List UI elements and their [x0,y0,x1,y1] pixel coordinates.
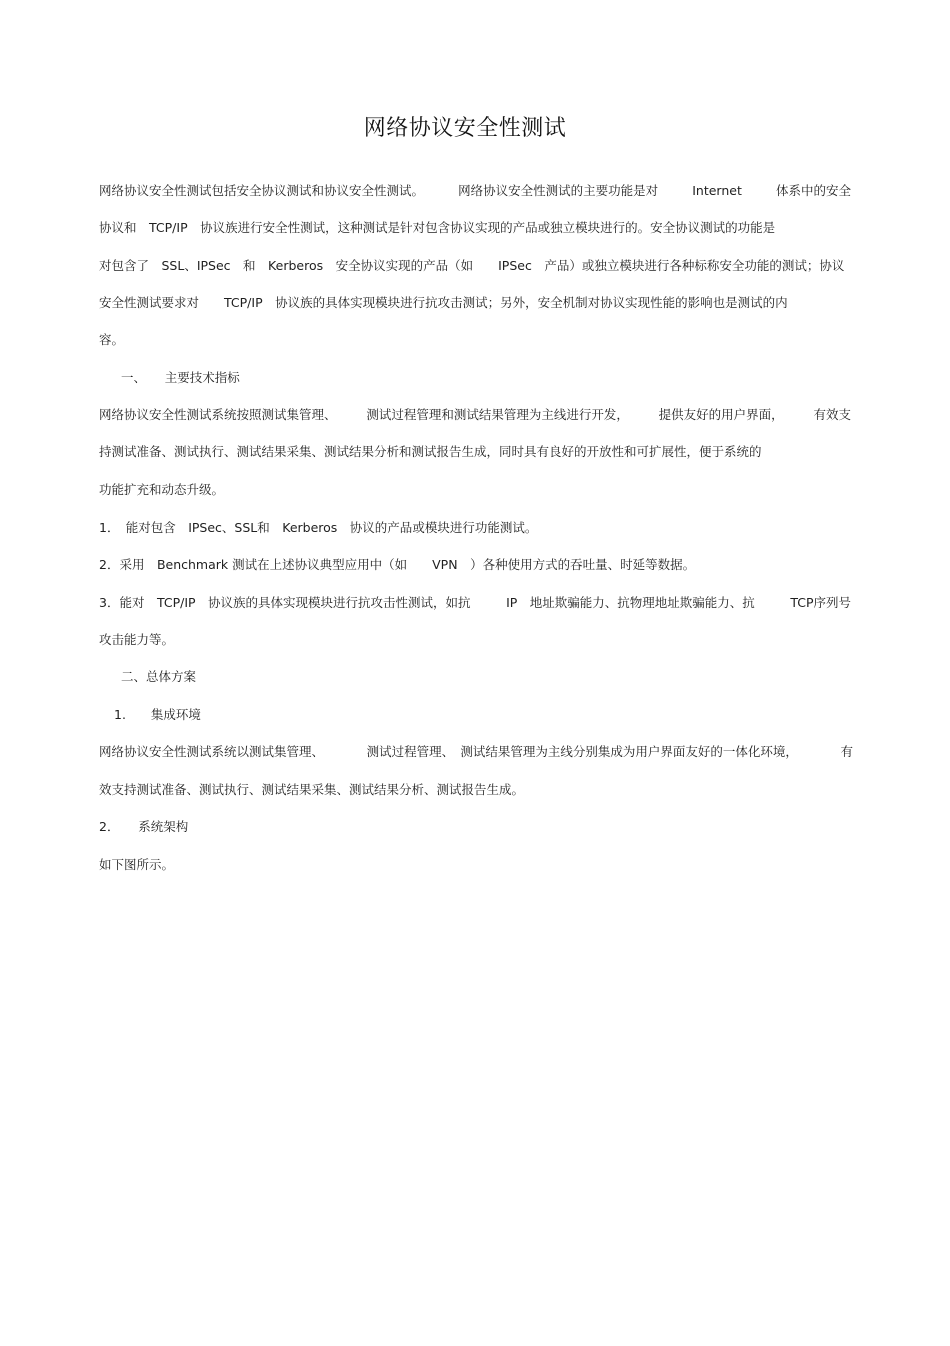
subsection-1-line-1-part-2: 测试过程管理、 测试结果管理为主线分别集成为用户界面友好的一体化环境， [366,744,798,759]
intro-line-1-part-3: Internet [692,183,742,198]
list-item-2: 2．采用 Benchmark 测试在上述协议典型应用中（如 VPN ）各种使用方式的吞吐量、时延等数据。 [99,557,696,572]
section-1-para-line-1-part-2: 测试过程管理和测试结果管理为主线进行开发， [366,407,629,422]
page-title: 网络协议安全性测试 [363,116,567,141]
section-1-heading: 一、 主要技术指标 [121,370,240,385]
section-2-heading: 二、总体方案 [121,669,197,684]
subsection-1-line-1 [99,743,853,761]
section-1-para-line-3: 功能扩充和动态升级。 [99,482,225,497]
intro-line-3: 对包含了 SSL、IPSec 和 Kerberos 安全协议实现的产品（如 IPSec 产品）或独立模块进行各种标称安全功能的测试；协议 [99,258,845,273]
list-item-3-part-1: 3．能对 TCP/IP 协议族的具体实现模块进行抗攻击性测试，如抗 [99,595,471,610]
subsection-1-heading: 1. 集成环境 [114,707,201,722]
list-item-1: 1． 能对包含 IPSec、SSL和 Kerberos 协议的产品或模块进行功能测试。 [99,520,538,535]
intro-line-1 [99,182,851,200]
intro-line-2: 协议和 TCP/IP 协议族进行安全性测试，这种测试是针对包含协议实现的产品或独立模块进行的。安全协议测试的功能是 [99,220,776,235]
intro-line-1-part-2: 网络协议安全性测试的主要功能是对 [458,183,659,198]
section-1-para-line-1-part-4: 有效支 [813,407,851,422]
section-1-para-line-1 [99,406,851,424]
intro-line-5: 容。 [99,332,125,347]
intro-line-4: 安全性测试要求对 TCP/IP 协议族的具体实现模块进行抗攻击测试；另外，安全机制对协议实现性能的影响也是测试的内 [99,295,788,310]
list-item-3-part-2: IP 地址欺骗能力、抗物理地址欺骗能力、抗 [506,595,755,610]
list-item-3-part-3: TCP序列号 [790,595,851,610]
subsection-1-line-2: 效支持测试准备、测试执行、测试结果采集、测试结果分析、测试报告生成。 [99,782,525,797]
list-item-3-line-2: 攻击能力等。 [99,632,175,647]
list-item-3-line-1 [99,594,851,612]
section-1-para-line-1-part-3: 提供友好的用户界面， [658,407,784,422]
section-1-para-line-1-part-1: 网络协议安全性测试系统按照测试集管理、 [99,407,337,422]
subsection-1-line-1-part-3: 有 [840,744,853,759]
subsection-2-text: 如下图所示。 [99,857,175,872]
intro-line-1-part-1: 网络协议安全性测试包括安全协议测试和协议安全性测试。 [99,183,425,198]
section-1-para-line-2: 持测试准备、测试执行、测试结果采集、测试结果分析和测试报告生成，同时具有良好的开放性和可扩展性，便于系统的 [99,444,762,459]
intro-line-1-part-4: 体系中的安全 [775,183,851,198]
subsection-2-heading: 2． 系统架构 [99,819,189,834]
subsection-1-line-1-part-1: 网络协议安全性测试系统以测试集管理、 [99,744,325,759]
